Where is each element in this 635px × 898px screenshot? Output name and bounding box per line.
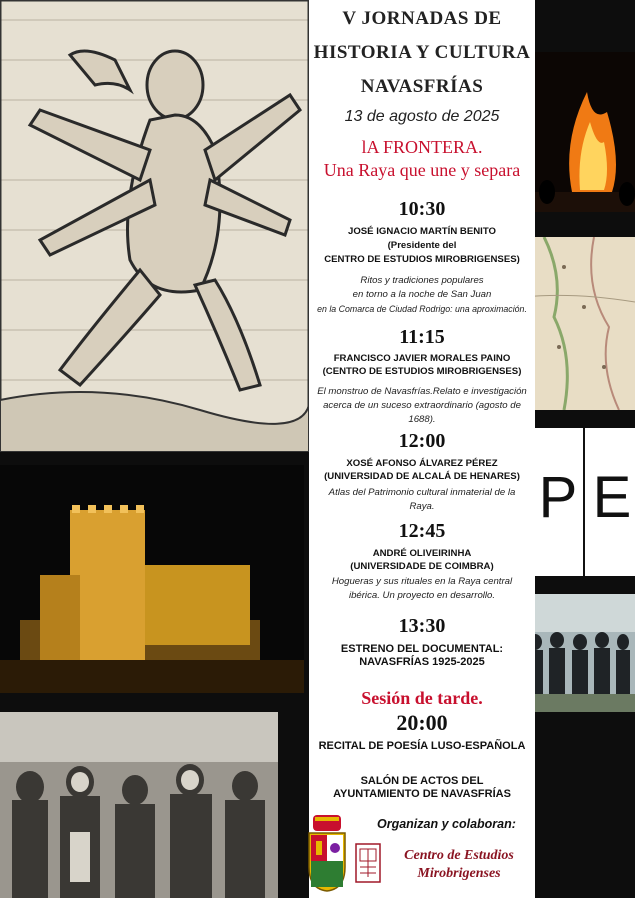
time-1030: 10:30 [398, 198, 446, 220]
speaker-1-affil1: (Presidente del [387, 240, 457, 251]
header-line3: NAVASFRÍAS [360, 76, 484, 97]
castle-night-photo [0, 465, 304, 693]
organizers-label: Organizan y colaboran: [377, 817, 516, 831]
speaker-4-affil: (UNIVERSIDADE DE COIMBRA) [350, 561, 494, 572]
theme-subtitle: Una Raya que une y separa [323, 160, 521, 180]
talk-2-line3: 1688). [408, 414, 436, 425]
time-1115: 11:15 [399, 326, 445, 348]
side-letter-p: P [538, 465, 578, 530]
speaker-3-affil: (UNIVERSIDAD DE ALCALÁ DE HENARES) [324, 471, 520, 482]
speaker-4: ANDRÉ OLIVEIRINHA [372, 548, 472, 559]
talk-4-line2: ibérica. Un proyecto en desarrollo. [348, 590, 496, 601]
cem-name-line2: Mirobrigenses [417, 866, 501, 881]
time-2000: 20:00 [396, 710, 448, 735]
program-panel [309, 0, 535, 898]
side-letter-e: E [592, 465, 632, 530]
venue-line2: AYUNTAMIENTO DE NAVASFRÍAS [333, 788, 511, 800]
time-1245: 12:45 [398, 520, 446, 542]
side-letters-panel [535, 428, 635, 576]
theme-title: lA FRONTERA. [361, 137, 483, 157]
talk-1-line3: en la Comarca de Ciudad Rodrigo: una aproximación. [317, 304, 527, 314]
talk-3-line2: Raya. [409, 501, 435, 512]
speaker-1-affil2: CENTRO DE ESTUDIOS MIROBRIGENSES) [324, 254, 520, 265]
talk-2-line2: acerca de un suceso extraordinario (agosto de [323, 400, 521, 411]
event-date: 13 de agosto de 2025 [344, 108, 500, 125]
documentary-label: ESTRENO DEL DOCUMENTAL: [340, 643, 504, 655]
talk-4-line1: Hogueras y sus rituales en la Raya central [331, 576, 513, 587]
old-map-image [524, 237, 635, 410]
coat-of-arms-icon [305, 815, 349, 893]
talk-1-line1: Ritos y tradiciones populares [360, 275, 484, 286]
side-divider [583, 428, 585, 576]
afternoon-label: Sesión de tarde. [361, 688, 483, 708]
header-line2: HISTORIA Y CULTURA [313, 42, 531, 63]
speaker-3: XOSÉ AFONSO ÁLVAREZ PÉREZ [346, 458, 498, 469]
villagers-bw-photo [0, 712, 278, 898]
time-1330: 13:30 [398, 615, 446, 637]
poetry-recital: RECITAL DE POESÍA LUSO-ESPAÑOLA [318, 740, 526, 752]
venue-line1: SALÓN DE ACTOS DEL [360, 775, 484, 787]
documentary-title: NAVASFRÍAS 1925-2025 [359, 656, 485, 668]
talk-3-line1: Atlas del Patrimonio cultural inmaterial de la [328, 487, 516, 498]
bonfire-night-photo [532, 52, 635, 212]
cem-logo-icon [355, 843, 381, 883]
woodcut-monster-image [0, 0, 309, 452]
header-line1: V JORNADAS DE [342, 8, 502, 29]
speaker-2: FRANCISCO JAVIER MORALES PAINO [333, 353, 511, 364]
time-1200: 12:00 [398, 430, 446, 452]
talk-2-line1: El monstruo de Navasfrías.Relato e investigación [317, 386, 527, 397]
cem-name-line1: Centro de Estudios [404, 848, 514, 863]
speaker-1: JOSÉ IGNACIO MARTÍN BENITO [347, 226, 496, 237]
speaker-2-affil: (CENTRO DE ESTUDIOS MIROBRIGENSES) [322, 366, 522, 377]
talk-1-line2: en torno a la noche de San Juan [352, 289, 492, 300]
